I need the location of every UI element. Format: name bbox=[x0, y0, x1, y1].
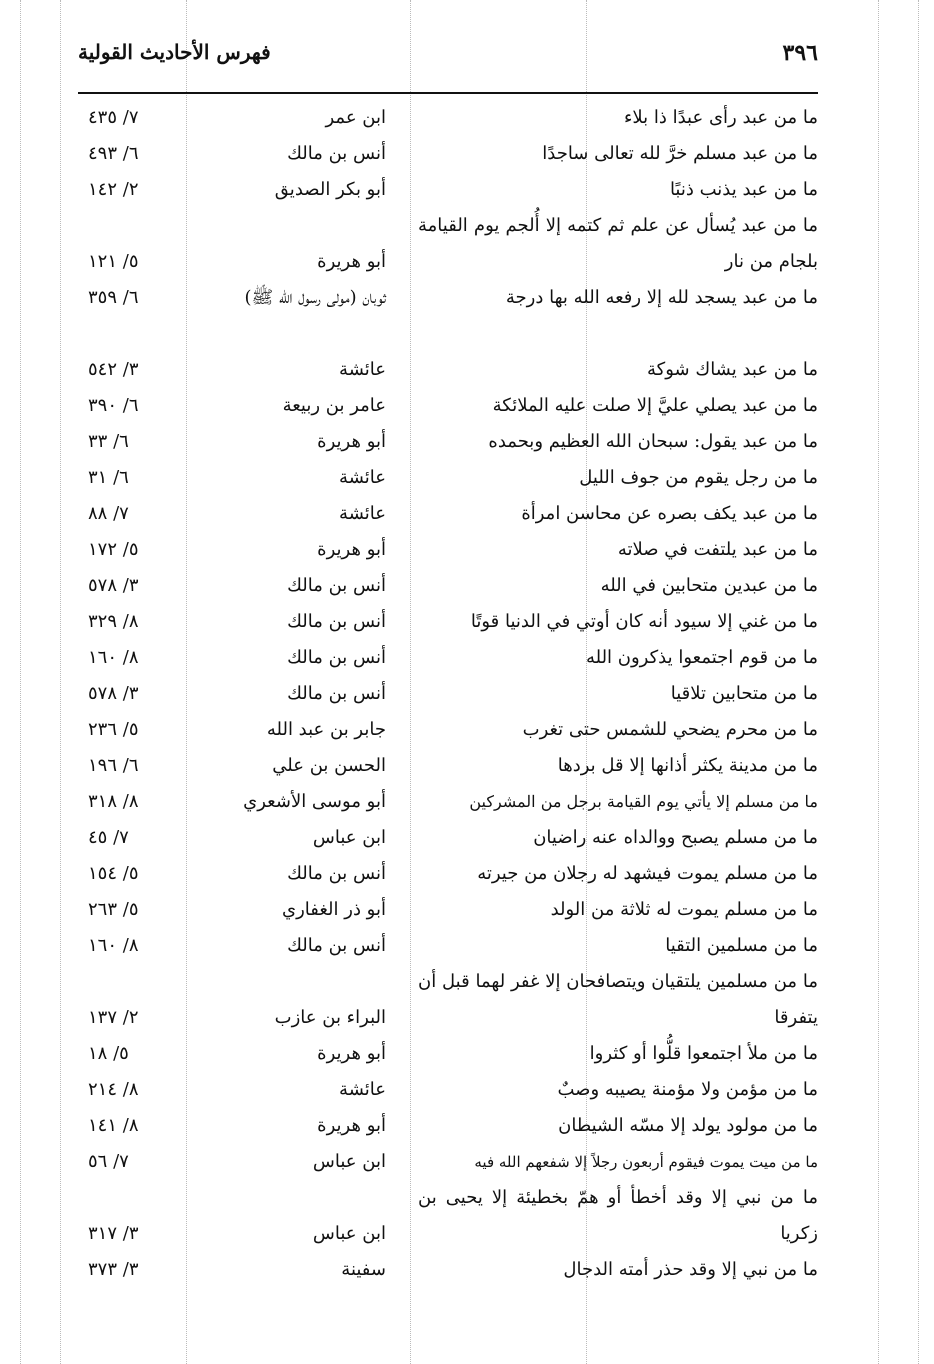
index-entry bbox=[78, 640, 818, 676]
hadith-text: ما من عبد يكف بصره عن محاسن امرأة bbox=[521, 503, 818, 524]
volume-page-ref: ٥/ ٢٣٦ bbox=[88, 719, 139, 740]
volume-page-ref: ٣/ ٥٧٨ bbox=[88, 575, 139, 596]
narrator-name: أبو هريرة bbox=[317, 251, 386, 272]
volume-page-ref: ٧/ ٥٦ bbox=[88, 1151, 129, 1172]
scan-guide-line bbox=[878, 0, 879, 1364]
hadith-text: ما من مدينة يكثر أذانها إلا قل بردها bbox=[557, 755, 818, 776]
index-entry bbox=[78, 460, 818, 496]
index-entry bbox=[78, 604, 818, 640]
volume-page-ref: ٦/ ٣١ bbox=[88, 467, 129, 488]
index-entry bbox=[78, 892, 818, 928]
volume-page-ref: ٥/ ١٨ bbox=[88, 1043, 129, 1064]
hadith-text: ما من نبي إلا وقد حذر أمته الدجال bbox=[563, 1259, 818, 1280]
narrator-name: ابن عباس bbox=[312, 827, 386, 848]
index-entry bbox=[78, 496, 818, 532]
index-entry bbox=[78, 820, 818, 856]
volume-page-ref: ٢/ ١٣٧ bbox=[88, 1007, 139, 1028]
index-entry bbox=[78, 280, 818, 352]
volume-page-ref: ٨/ ١٦٠ bbox=[88, 647, 139, 668]
index-entry bbox=[78, 1144, 818, 1180]
narrator-name: عائشة bbox=[339, 503, 386, 524]
page-header bbox=[78, 38, 818, 78]
hadith-text: ما من ميت يموت فيقوم أربعون رجلاً إلا شفعهم الله فيه bbox=[474, 1153, 818, 1171]
hadith-text: ما من عبد رأى عبدًا ذا بلاء bbox=[623, 107, 818, 128]
hadith-text: ما من مسلم يموت فيشهد له رجلان من جيرته bbox=[477, 863, 818, 884]
narrator-name: أبو هريرة bbox=[317, 539, 386, 560]
hadith-text: ما من مؤمن ولا مؤمنة يصيبه وصبٌ bbox=[557, 1079, 818, 1100]
narrator-name: أنس بن مالك bbox=[287, 647, 386, 668]
index-entry bbox=[78, 136, 818, 172]
hadith-text: ما من عبد مسلم خرَّ لله تعالى ساجدًا bbox=[542, 143, 818, 164]
index-entry bbox=[78, 1108, 818, 1144]
index-entry bbox=[78, 964, 818, 1036]
narrator-name: ابن عباس bbox=[312, 1151, 386, 1172]
index-entry bbox=[78, 676, 818, 712]
index-entry bbox=[78, 1180, 818, 1252]
volume-page-ref: ٥/ ٢٦٣ bbox=[88, 899, 139, 920]
narrator-name: ابن عباس bbox=[312, 1223, 386, 1244]
index-entry bbox=[78, 424, 818, 460]
scan-guide-line bbox=[918, 0, 919, 1364]
volume-page-ref: ٥/ ١٢١ bbox=[88, 251, 139, 272]
narrator-name: أبو ذر الغفاري bbox=[281, 899, 386, 920]
hadith-text: ما من عبد يقول: سبحان الله العظيم وبحمده bbox=[488, 431, 818, 452]
narrator-name: أبو هريرة bbox=[317, 431, 386, 452]
narrator-name: أنس بن مالك bbox=[287, 143, 386, 164]
index-entry bbox=[78, 712, 818, 748]
volume-page-ref: ٦/ ٣٩٠ bbox=[88, 395, 139, 416]
volume-page-ref: ٣/ ٥٤٢ bbox=[88, 359, 139, 380]
hadith-text: ما من قوم اجتمعوا يذكرون الله bbox=[585, 647, 818, 668]
volume-page-ref: ٣/ ٥٧٨ bbox=[88, 683, 139, 704]
narrator-name: أنس بن مالك bbox=[287, 935, 386, 956]
index-entry bbox=[78, 928, 818, 964]
hadith-text: ما من مسلم إلا يأتي يوم القيامة برجل من المشركين bbox=[469, 792, 818, 811]
narrator-name: أنس بن مالك bbox=[287, 611, 386, 632]
page-number: ٣٩٦ bbox=[782, 40, 818, 66]
hadith-text: ما من غني إلا سيود أنه كان أوتي في الدنيا قوتًا bbox=[470, 611, 818, 632]
narrator-name: ابن عمر bbox=[325, 107, 386, 128]
index-entry bbox=[78, 100, 818, 136]
volume-page-ref: ٧/ ٨٨ bbox=[88, 503, 129, 524]
narrator-name: عائشة bbox=[339, 359, 386, 380]
volume-page-ref: ٧/ ٤٣٥ bbox=[88, 107, 139, 128]
index-entry bbox=[78, 856, 818, 892]
hadith-text: ما من عبد يسجد لله إلا رفعه الله بها درجة bbox=[505, 287, 818, 308]
hadith-text: ما من عبد يذنب ذنبًا bbox=[669, 179, 818, 200]
hadith-text: ما من رجل يقوم من جوف الليل bbox=[579, 467, 818, 488]
volume-page-ref: ٨/ ٣٢٩ bbox=[88, 611, 139, 632]
index-entry bbox=[78, 208, 818, 280]
narrator-name: الحسن بن علي bbox=[272, 755, 386, 776]
volume-page-ref: ٨/ ١٤١ bbox=[88, 1115, 139, 1136]
volume-page-ref: ٦/ ٣٣ bbox=[88, 431, 129, 452]
narrator-name: عائشة bbox=[339, 1079, 386, 1100]
narrator-name: أنس بن مالك bbox=[287, 683, 386, 704]
hadith-text: ما من ملأ اجتمعوا قلُّوا أو كثروا bbox=[589, 1043, 818, 1064]
hadith-text: ما من عبد يشاك شوكة bbox=[647, 359, 818, 380]
hadith-text: ما من مسلمين يلتقيان ويتصافحان إلا غفر لهما قبل أن يتفرقا bbox=[418, 971, 818, 1028]
volume-page-ref: ٢/ ١٤٢ bbox=[88, 179, 139, 200]
index-entry bbox=[78, 568, 818, 604]
volume-page-ref: ٨/ ١٦٠ bbox=[88, 935, 139, 956]
index-entry bbox=[78, 172, 818, 208]
hadith-text: ما من عبد يصلي عليَّ إلا صلت عليه الملائكة bbox=[492, 395, 818, 416]
volume-page-ref: ٣/ ٣٧٣ bbox=[88, 1259, 139, 1280]
hadith-text: ما من مسلم يموت له ثلاثة من الولد bbox=[550, 899, 818, 920]
page-title: فهرس الأحاديث القولية bbox=[78, 40, 271, 64]
hadith-text: ما من نبي إلا وقد أخطأ أو همّ بخطيئة إلا يحيى بن زكريا bbox=[418, 1187, 818, 1244]
volume-page-ref: ٦/ ١٩٦ bbox=[88, 755, 139, 776]
index-entry bbox=[78, 1072, 818, 1108]
index-entry bbox=[78, 532, 818, 568]
narrator-name: سفينة bbox=[341, 1259, 386, 1280]
hadith-text: ما من مولود يولد إلا مسّه الشيطان bbox=[558, 1115, 818, 1136]
hadith-text: ما من محرم يضحي للشمس حتى تغرب bbox=[522, 719, 818, 740]
volume-page-ref: ٦/ ٤٩٣ bbox=[88, 143, 139, 164]
hadith-text: ما من عبد يُسأل عن علم ثم كتمه إلا أُلجم يوم القيامة بلجام من نار bbox=[418, 215, 818, 272]
volume-page-ref: ٦/ ٣٥٩ bbox=[88, 287, 139, 308]
index-entry bbox=[78, 352, 818, 388]
narrator-name: أبو هريرة bbox=[317, 1115, 386, 1136]
index-entry bbox=[78, 1252, 818, 1288]
header-rule bbox=[78, 92, 818, 94]
volume-page-ref: ٥/ ١٥٤ bbox=[88, 863, 139, 884]
index-entry bbox=[78, 784, 818, 820]
hadith-text: ما من مسلمين التقيا bbox=[665, 935, 818, 956]
volume-page-ref: ٣/ ٣١٧ bbox=[88, 1223, 139, 1244]
narrator-name: عامر بن ربيعة bbox=[282, 395, 386, 416]
hadith-text: ما من متحابين تلاقيا bbox=[670, 683, 818, 704]
index-entry bbox=[78, 388, 818, 424]
narrator-name: أنس بن مالك bbox=[287, 575, 386, 596]
narrator-name: ثوبان (مولى رسول الله ﷺ) bbox=[244, 287, 386, 308]
index-entry bbox=[78, 1036, 818, 1072]
volume-page-ref: ٥/ ١٧٢ bbox=[88, 539, 139, 560]
volume-page-ref: ٨/ ٣١٨ bbox=[88, 791, 139, 812]
hadith-index-list bbox=[78, 100, 818, 1288]
narrator-name: أنس بن مالك bbox=[287, 863, 386, 884]
hadith-text: ما من مسلم يصبح ووالداه عنه راضيان bbox=[533, 827, 818, 848]
narrator-name: عائشة bbox=[339, 467, 386, 488]
scan-guide-line bbox=[60, 0, 61, 1364]
hadith-text: ما من عبدين متحابين في الله bbox=[600, 575, 818, 596]
narrator-name: أبو موسى الأشعري bbox=[243, 791, 386, 812]
hadith-text: ما من عبد يلتفت في صلاته bbox=[617, 539, 818, 560]
volume-page-ref: ٧/ ٤٥ bbox=[88, 827, 129, 848]
narrator-name: البراء بن عازب bbox=[274, 1007, 386, 1028]
index-entry bbox=[78, 748, 818, 784]
narrator-name: جابر بن عبد الله bbox=[266, 719, 386, 740]
scan-guide-line bbox=[20, 0, 21, 1364]
narrator-name: أبو هريرة bbox=[317, 1043, 386, 1064]
volume-page-ref: ٨/ ٢١٤ bbox=[88, 1079, 139, 1100]
narrator-name: أبو بكر الصديق bbox=[274, 179, 386, 200]
